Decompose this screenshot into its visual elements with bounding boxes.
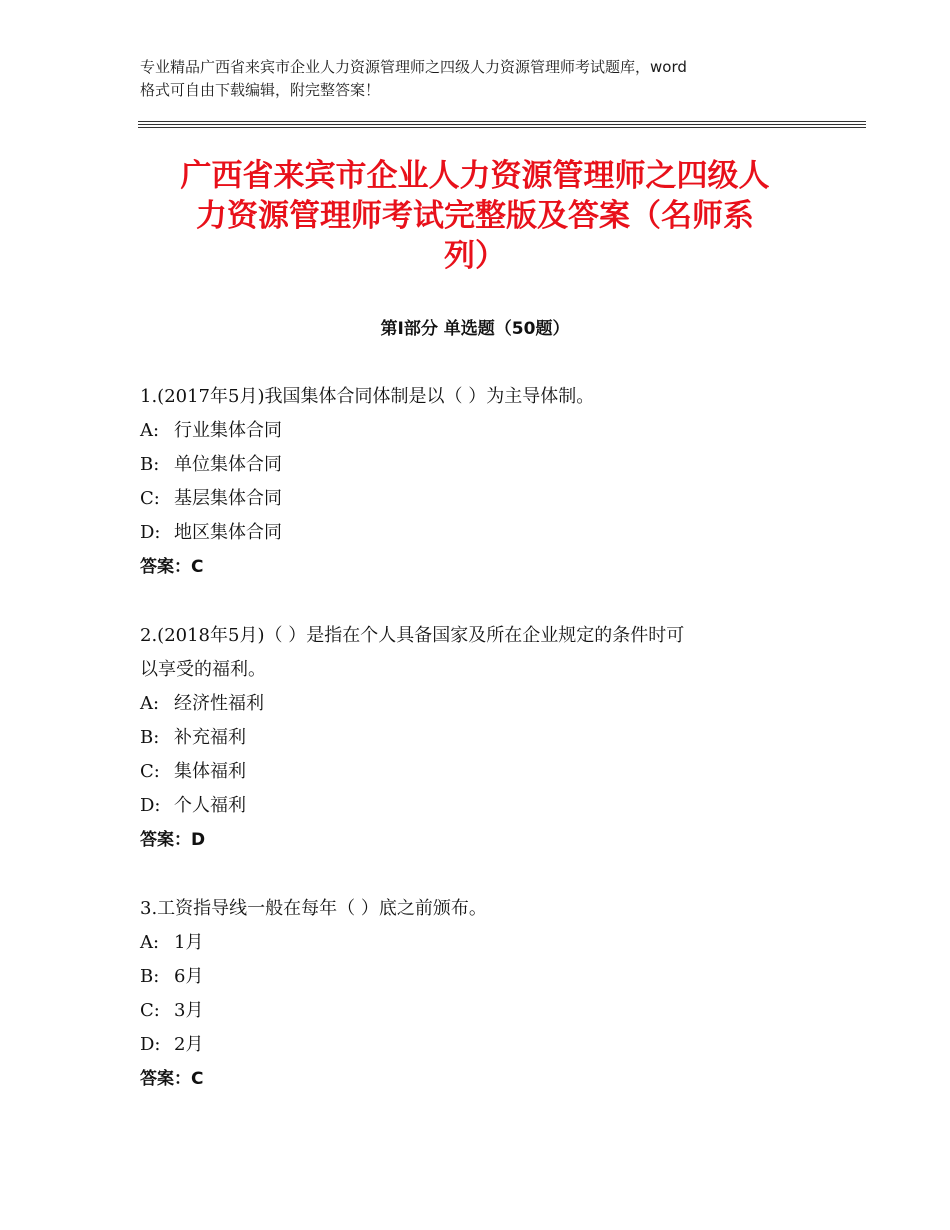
document-title-line-2: 力资源管理师考试完整版及答案（名师系 [196, 198, 754, 234]
option-letter: C: [140, 1000, 160, 1021]
answer-label: 答案：C [140, 557, 204, 577]
option-text: 1月 [174, 932, 204, 953]
option-letter: B: [140, 727, 160, 748]
header-divider-bottom [138, 127, 866, 128]
option-d [140, 789, 820, 823]
question-list [140, 380, 820, 1131]
question-stem: 2.(2018年5月)（ ）是指在个人具备国家及所在企业规定的条件时可 [140, 625, 685, 646]
document-title [130, 156, 820, 276]
option-a [140, 926, 820, 960]
option-text: 基层集体合同 [174, 488, 282, 509]
header-divider-middle [138, 124, 866, 125]
option-text: 补充福利 [174, 727, 246, 748]
header-note-line-2: 格式可自由下载编辑，附完整答案！ [140, 81, 381, 99]
option-a [140, 414, 820, 448]
header-note [140, 56, 830, 102]
option-text: 经济性福利 [174, 693, 264, 714]
option-a [140, 687, 820, 721]
option-letter: B: [140, 454, 160, 475]
option-text: 地区集体合同 [174, 522, 282, 543]
document-title-line-1: 广西省来宾市企业人力资源管理师之四级人 [180, 158, 770, 194]
option-letter: A: [140, 420, 160, 441]
option-text: 3月 [174, 1000, 204, 1021]
document-title-line-3: 列） [444, 238, 506, 274]
question-2 [140, 619, 820, 857]
option-c [140, 755, 820, 789]
option-letter: C: [140, 761, 160, 782]
option-letter: C: [140, 488, 160, 509]
option-c [140, 482, 820, 516]
option-c [140, 994, 820, 1028]
option-text: 2月 [174, 1034, 204, 1055]
question-1 [140, 380, 820, 584]
option-letter: D: [140, 795, 161, 816]
header-divider-top [138, 121, 866, 122]
option-letter: A: [140, 932, 160, 953]
option-text: 行业集体合同 [174, 420, 282, 441]
header-note-line-1: 专业精品广西省来宾市企业人力资源管理师之四级人力资源管理师考试题库，word [140, 58, 687, 76]
question-stem: 1.(2017年5月)我国集体合同体制是以（ ）为主导体制。 [140, 386, 595, 407]
option-d [140, 1028, 820, 1062]
question-3 [140, 892, 820, 1096]
option-b [140, 448, 820, 482]
option-text: 单位集体合同 [174, 454, 282, 475]
option-text: 个人福利 [174, 795, 246, 816]
option-d [140, 516, 820, 550]
option-text: 6月 [174, 966, 204, 987]
question-stem-continued: 以享受的福利。 [140, 659, 266, 680]
option-letter: A: [140, 693, 160, 714]
answer-label: 答案：C [140, 1069, 204, 1089]
option-b [140, 721, 820, 755]
answer-label: 答案：D [140, 830, 206, 850]
option-letter: D: [140, 522, 161, 543]
option-b [140, 960, 820, 994]
option-letter: B: [140, 966, 160, 987]
option-text: 集体福利 [174, 761, 246, 782]
question-stem: 3.工资指导线一般在每年（ ）底之前颁布。 [140, 898, 487, 919]
option-letter: D: [140, 1034, 161, 1055]
section-title: 第Ⅰ部分 单选题（50题） [380, 319, 570, 339]
